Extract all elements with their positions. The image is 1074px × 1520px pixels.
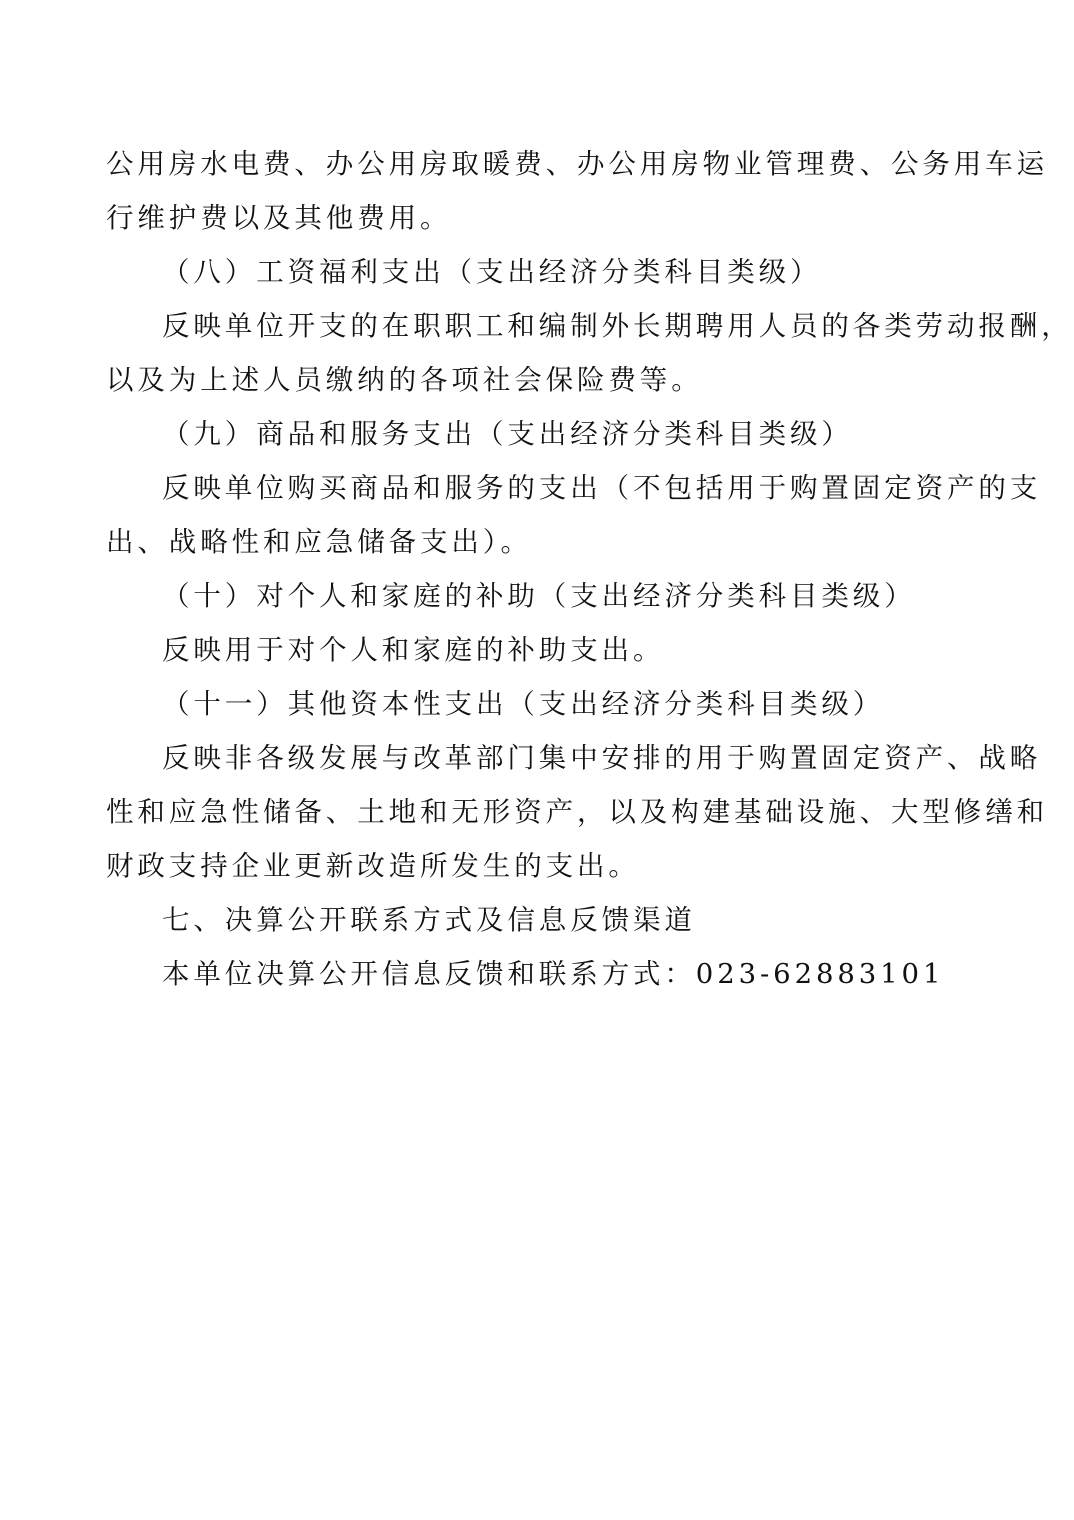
paragraph-line: 反映单位购买商品和服务的支出（不包括用于购置固定资产的支 [162, 472, 1042, 504]
paragraph-line: 性和应急性储备、土地和无形资产，以及构建基础设施、大型修缮和 [106, 796, 1048, 828]
section-heading-ten: （十）对个人和家庭的补助（支出经济分类科目类级） [162, 580, 916, 612]
paragraph-line: 公用房水电费、办公用房取暖费、办公用房物业管理费、公务用车运 [106, 148, 1048, 180]
paragraph-line: 财政支持企业更新改造所发生的支出。 [106, 850, 640, 882]
section-heading-seven: 七、决算公开联系方式及信息反馈渠道 [162, 904, 696, 936]
paragraph-line: 反映非各级发展与改革部门集中安排的用于购置固定资产、战略 [162, 742, 1042, 774]
paragraph-line: 以及为上述人员缴纳的各项社会保险费等。 [106, 364, 703, 396]
section-heading-nine: （九）商品和服务支出（支出经济分类科目类级） [162, 418, 853, 450]
paragraph-line: 反映单位开支的在职职工和编制外长期聘用人员的各类劳动报酬， [162, 310, 1073, 342]
paragraph-line: 反映用于对个人和家庭的补助支出。 [162, 634, 665, 666]
paragraph-line: 出、战略性和应急储备支出）。 [106, 526, 532, 558]
paragraph-line: 行维护费以及其他费用。 [106, 202, 452, 234]
section-heading-eleven: （十一）其他资本性支出（支出经济分类科目类级） [162, 688, 885, 720]
section-heading-eight: （八）工资福利支出（支出经济分类科目类级） [162, 256, 822, 288]
contact-line: 本单位决算公开信息反馈和联系方式：023-62883101 [162, 958, 945, 990]
